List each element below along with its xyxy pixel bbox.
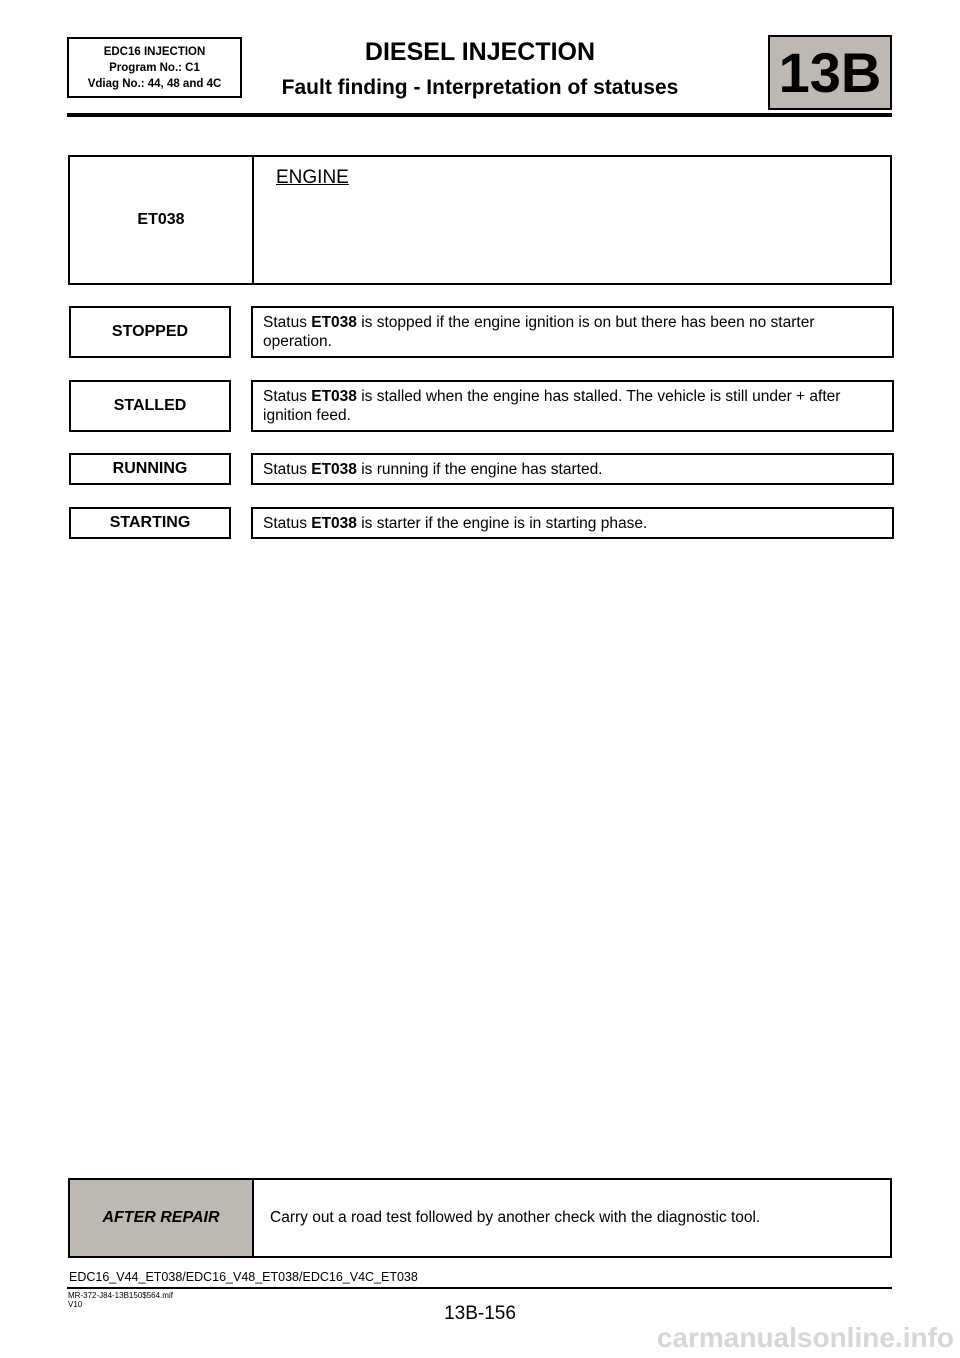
module-name: EDC16 INJECTION: [103, 46, 206, 58]
page-number: 13B-156: [444, 1303, 516, 1324]
footer-reference: EDC16_V44_ET038/EDC16_V48_ET038/EDC16_V4C_ET038: [69, 1270, 418, 1284]
footer-doc-info: [68, 1291, 173, 1309]
page-subtitle: Fault finding - Interpretation of statuses: [281, 76, 679, 99]
after-repair-label: AFTER REPAIR: [70, 1180, 254, 1256]
after-repair-box: [68, 1178, 892, 1258]
status-desc-starting: Status ET038 is starter if the engine is in starting phase.: [251, 507, 894, 539]
status-label-stopped: STOPPED: [69, 306, 231, 358]
page-title: DIESEL INJECTION: [364, 38, 596, 66]
watermark: carmanualsonline.info: [656, 1322, 954, 1353]
header-divider: [67, 113, 892, 117]
status-name: ENGINE: [276, 167, 349, 188]
doc-id: MR-372-J84-13B150$564.mif: [68, 1291, 173, 1300]
status-label-running: RUNNING: [69, 453, 231, 485]
after-repair-text: Carry out a road test followed by another check with the diagnostic tool.: [270, 1209, 761, 1226]
program-number: Program No.: C1: [109, 62, 200, 74]
vdiag-number: Vdiag No.: 44, 48 and 4C: [87, 78, 222, 90]
doc-version: V10: [68, 1300, 83, 1309]
status-desc-running: Status ET038 is running if the engine has started.: [251, 453, 894, 485]
status-label-starting: STARTING: [69, 507, 231, 539]
section-code-badge: 13B: [768, 35, 892, 110]
status-desc-stopped: Status ET038 is stopped if the engine ignition is on but there has been no starter operation.: [251, 306, 894, 358]
status-label-stalled: STALLED: [69, 380, 231, 432]
status-name-cell: [254, 157, 890, 283]
status-desc-stalled: Status ET038 is stalled when the engine has stalled. The vehicle is still under + after ignition feed.: [251, 380, 894, 432]
footer-divider: [67, 1287, 892, 1289]
status-definition-box: [68, 155, 892, 285]
status-code: ET038: [70, 157, 254, 283]
module-info-box: [67, 37, 242, 98]
